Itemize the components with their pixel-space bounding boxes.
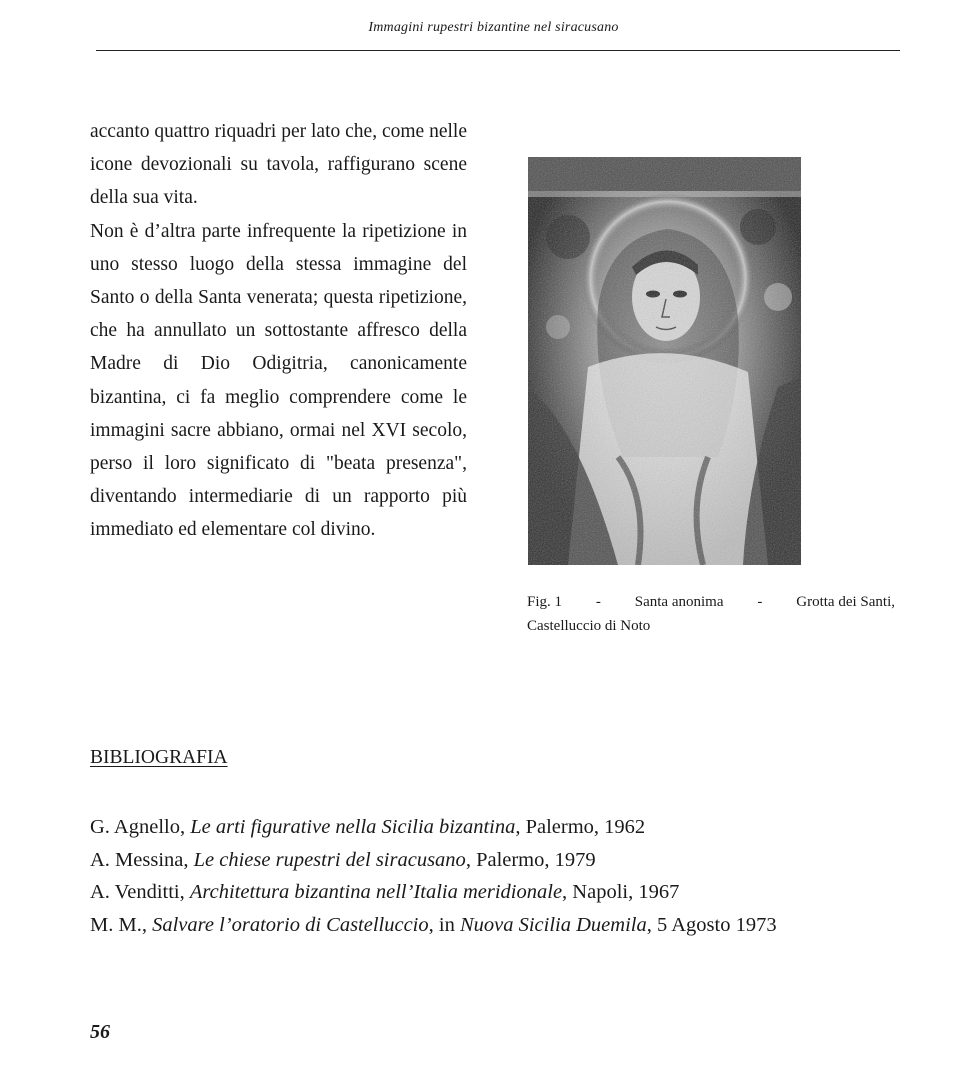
fresco-photo	[528, 157, 801, 565]
caption-line-1	[527, 590, 895, 614]
caption-separator: -	[757, 594, 763, 610]
bibliography-list	[90, 811, 910, 941]
body-text	[90, 115, 467, 547]
bibliography-entry: A. Messina, Le chiese rupestri del siracusano, Palermo, 1979	[90, 848, 596, 871]
header-rule	[96, 50, 900, 51]
bibliography-title: BIBLIOGRAFIA	[90, 747, 228, 768]
running-header: Immagini rupestri bizantine nel siracusano	[368, 20, 619, 35]
figure-caption	[527, 590, 895, 638]
caption-line-2: Castelluccio di Noto	[527, 618, 651, 634]
caption-fig-label: Fig. 1	[527, 594, 563, 610]
page-number: 56	[90, 1021, 110, 1043]
paragraph-1: accanto quattro riquadri per lato che, come nelle icone devozionali su tavola, raffigurano scene della sua vita.	[90, 121, 467, 209]
caption-subject: Santa anonima	[634, 594, 724, 610]
bibliography-entry: M. M., Salvare l’oratorio di Castelluccio, in Nuova Sicilia Duemila, 5 Agosto 1973	[90, 913, 777, 936]
paragraph-2: Non è d’altra parte infrequente la ripetizione in uno stesso luogo della stessa immagine del Santo o della Santa venerata; questa ripetizione, che ha annullato un sottostante affresco della Madre di Dio Odigitria, canonicamente bizantina, ci fa meglio comprendere come le immagini sacre abbiano, ormai nel XVI secolo, perso il loro significato di "beata presenza", diventando intermediarie di un rapporto più immediato ed elementare col divino.	[90, 220, 467, 541]
bibliography-entry: G. Agnello, Le arti figurative nella Sicilia bizantina, Palermo, 1962	[90, 816, 646, 838]
caption-location: Grotta dei Santi,	[796, 594, 895, 610]
caption-separator: -	[595, 594, 601, 610]
bibliography-entry: A. Venditti, Architettura bizantina nell’Italia meridionale, Napoli, 1967	[90, 881, 680, 903]
caption-fig-number: 1	[554, 594, 563, 610]
fresco-image	[528, 157, 801, 565]
